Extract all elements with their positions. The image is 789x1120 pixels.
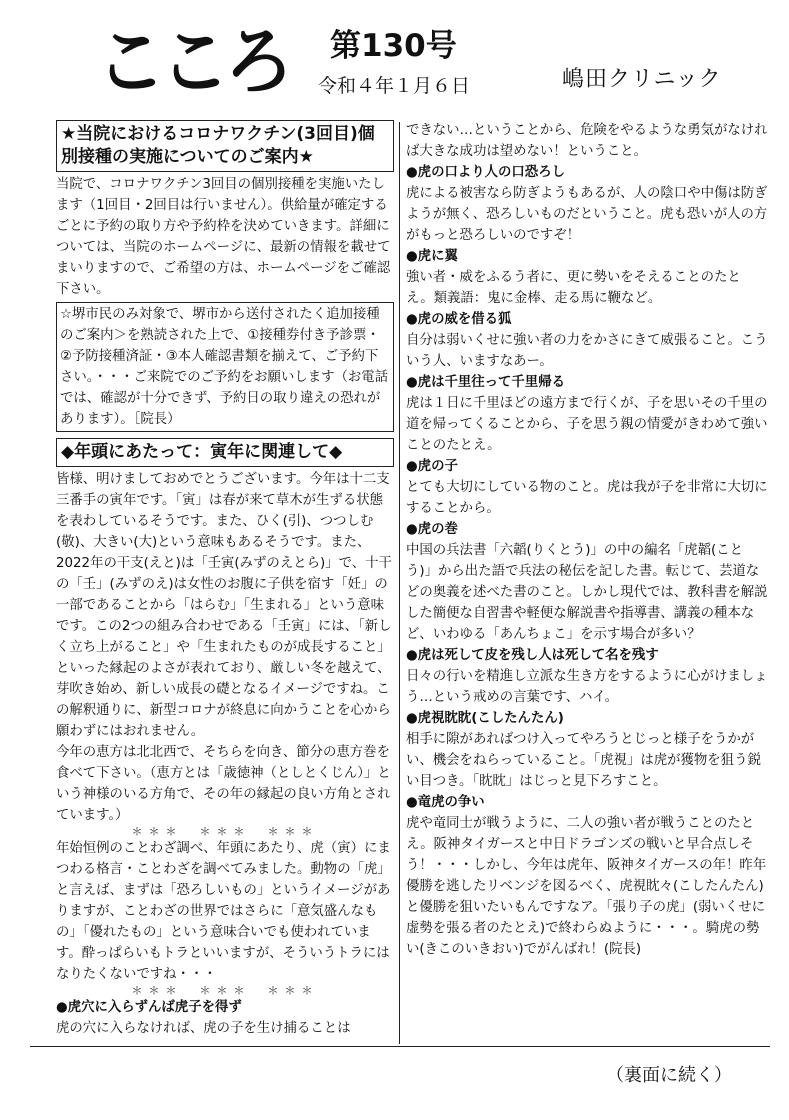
proverb-body: 相手に隙があればつけ入ってやろうとじっと様子をうかがい、機会をねらっていること。「虎視」は虎が獲物を狙う鋭い目つき。「眈眈」はじっと見下ろすこと。 [406, 732, 761, 789]
star-separator: ＊＊＊ ＊＊＊ ＊＊＊ [131, 825, 319, 838]
proverb-body: 虎は１日に千里ほどの遠方まで行くが、子を思いその千里の道を帰ってくることから、子を思う親の情愛がきわめて強いことのたとえ。 [406, 396, 768, 453]
issue-date: 令和４年１月６日 [318, 75, 471, 97]
proverb-body: 虎の穴に入らなければ、虎の子を生け捕ることは [56, 1021, 351, 1036]
left-column [56, 120, 394, 1039]
proverb-heading: ●虎の巻 [406, 522, 458, 537]
footer-divider [30, 1046, 770, 1047]
vaccine-title: ★当院におけるコロナワクチン(3回目)個別接種の実施についてのご案内★ [56, 120, 394, 172]
proverb-heading: ●虎の口より人の口恐ろし [406, 165, 565, 180]
clinic-name: 嶋田クリニック [562, 67, 722, 92]
vaccine-notice: ☆堺市民のみ対象で、堺市から送付されたく追加接種のご案内＞を熟読された上で、①接種券付き予診票・②予防接種済証・③本人確認書類を揃えて、ご予約下さい。・・・ご来院でのご予約をお願いします（お電話では、確認が十分できず、予約日の取り違えの恐れがあります）。［院長） [56, 302, 394, 432]
continued-overleaf: （裏面に続く） [606, 1065, 732, 1086]
star-separator-2: ＊＊＊ ＊＊＊ ＊＊＊ [131, 984, 319, 997]
newyear-para-2: 今年の恵方は北北西で、そちらを向き、節分の恵方巻を食べて下さい。（恵方とは「歳徳神（としとくじん）」という神様のいる方角で、その年の縁起の良い方角とされています。） [56, 745, 391, 823]
newyear-para-1: 皆様、明けましておめでとうございます。今年は十二支三番手の寅年です。「寅」は春が来て草木が生ずる状態を表わしているそうです。また、ひく(引)、つつしむ(敬)、大きい(大)という意味もあるそうです。また、2022年の干支(えと)は「壬寅(みずのえとら)」で、十干の「壬」(みずのえ)は女性のお腹に子供を宿す「妊」の一部であることから「はらむ」「生まれる」という意味です。この2つの組み合わせである「壬寅」には、「新しく立ち上がること」や「生まれたものが成長すること」といった縁起のよさが表れており、厳しい冬を越えて、芽吹き始め、新しい成長の礎となるイメージですね。この解釈通りに、新型コロナが終息に向かうことを心から願わずにはおれません。 [56, 472, 392, 739]
proverb-heading: ●虎に翼 [406, 249, 458, 264]
column-divider [399, 122, 400, 1044]
proverb-body: 自分は弱いくせに強い者の力をかさにきて威張ること。こういう人、いますなあー。 [406, 333, 768, 369]
proverb-body: 日々の行いを精進し立派な生き方をするように心がけましょう…という戒めの言葉です、ハイ。 [406, 669, 768, 705]
right-column [406, 120, 768, 960]
proverb-heading: ●虎視眈眈(こしたんたん) [406, 711, 564, 726]
masthead [0, 0, 789, 112]
proverb-continued: できない…ということから、危険をやるような勇気がなければ大きな成功は望めない！ということ。 [406, 123, 768, 159]
issue-number: 第130号 [330, 28, 457, 64]
proverb-heading: ●竜虎の争い [406, 795, 485, 810]
newyear-para-3: 年始恒例のことわざ調べ、年頭にあたり、虎（寅）にまつわる格言・ことわざを調べてみました。動物の「虎」と言えば、まずは「恐ろしいもの」というイメージがありますが、ことわざの世界ではさらに「意気盛んなもの」「優れたもの」という意味合いでも使われています。酔っぱらいもトラといいますが、そういうトラにはなりたくないですね・・・ [56, 841, 391, 982]
proverb-body: 強い者・威をふるう者に、更に勢いをそえることのたとえ。類義語：鬼に金棒、走る馬に鞭など。 [406, 270, 741, 306]
proverb-body: とても大切にしている物のこと。虎は我が子を非常に大切にすることから。 [406, 480, 768, 516]
newyear-title: ◆年頭にあたって：寅年に関連して◆ [56, 438, 394, 467]
proverb-heading: ●虎は千里往って千里帰る [406, 375, 565, 390]
newsletter-logo: こころ [96, 18, 288, 106]
vaccine-body: 当院で、コロナワクチン3回目の個別接種を実施いたします（1回目・2回目は行いません）。供給量が確定するごとに予約の取り方や予約枠を決めていきます。詳細については、当院のホームページに、最新の情報を載せてまいりますので、ご希望の方は、ホームページをご確認下さい。 [56, 177, 391, 297]
proverb-heading: ●虎の子 [406, 459, 458, 474]
proverb-body: 虎や竜同士が戦うように、二人の強い者が戦うことのたとえ。阪神タイガースと中日ドラゴンズの戦いと早合点しそう！・・・しかし、今年は虎年、阪神タイガースの年！昨年優勝を逃したリベンジを図るべく、虎視眈々(こしたんたん)と優勝を狙いたいもんですなア。「張り子の虎」(弱いくせに虚勢を張る者のたとえ)で終わらぬように・・・。騎虎の勢い(きこのいきおい)でがんばれ！(院長) [406, 816, 767, 957]
proverb-heading: ●虎穴に入らずんば虎子を得ず [56, 1000, 242, 1015]
proverb-heading: ●虎は死して皮を残し人は死して名を残す [406, 648, 659, 663]
proverb-body: 中国の兵法書「六韜(りくとう)」の中の編名「虎韜(ことう)」から出た語で兵法の秘伝を記した書。転じて、芸道などの奥義を述べた書のこと。しかし現代では、教科書を解説した簡便な自習書や軽便な解説書や指導書、講義の種本など、いわゆる「あんちょこ」を示す場合が多い？ [406, 543, 768, 642]
proverb-body: 虎による被害なら防ぎようもあるが、人の陰口や中傷は防ぎようが無く、恐ろしいものだということ。虎も恐いが人の方がもっと恐ろしいのですぞ！ [406, 186, 768, 243]
proverb-heading: ●虎の威を借る狐 [406, 312, 512, 327]
